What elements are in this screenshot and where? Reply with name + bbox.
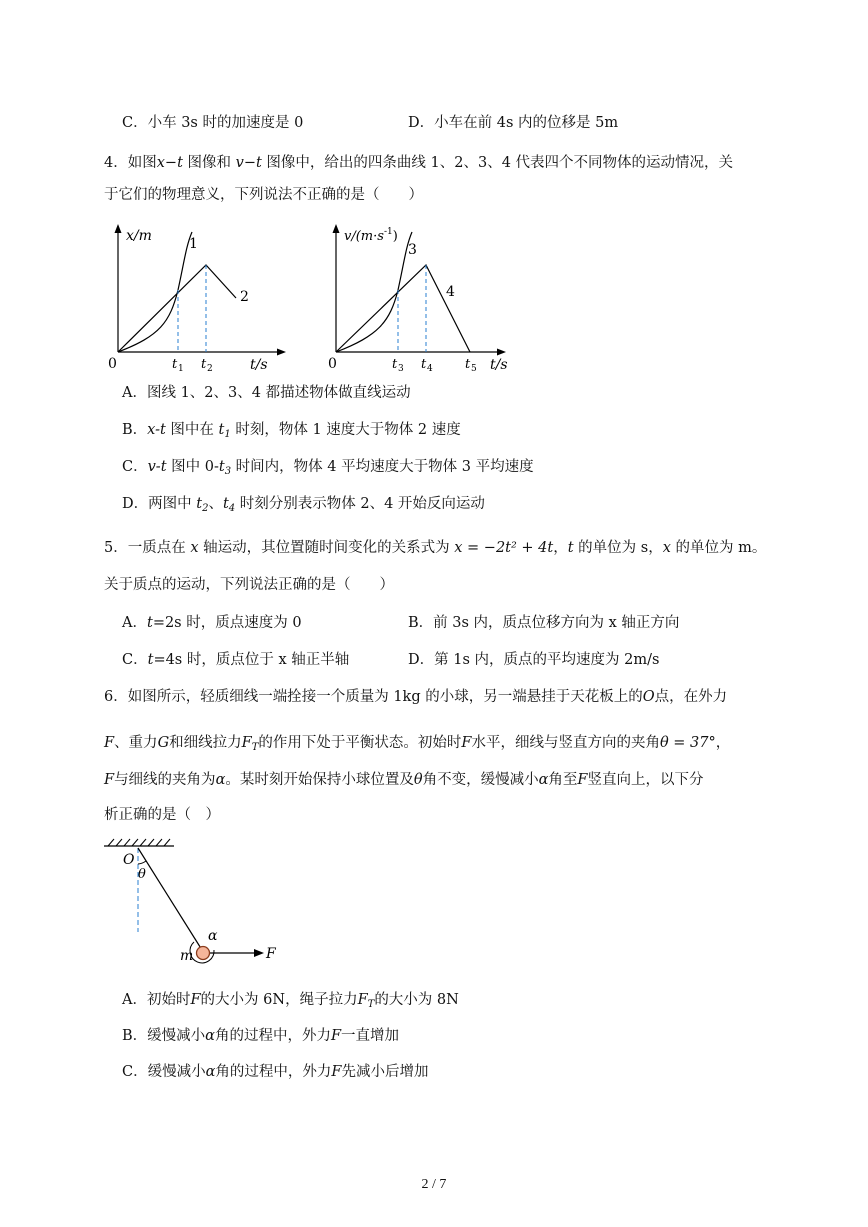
- q3-option-d: D．小车在前 4s 内的位移是 5m: [408, 115, 619, 131]
- xt-ylabel: x/m: [126, 228, 152, 244]
- q6-option-c: C．缓慢减小α角的过程中，外力F先减小后增加: [122, 1064, 429, 1080]
- svg-text:t: t: [201, 357, 207, 372]
- q4-option-a: A．图线 1、2、3、4 都描述物体做直线运动: [122, 385, 411, 401]
- svg-text:t: t: [172, 357, 178, 372]
- q5-option-d: D．第 1s 内，质点的平均速度为 2m/s: [408, 652, 660, 668]
- fig-label-theta: θ: [138, 867, 146, 882]
- svg-text:t: t: [465, 357, 471, 372]
- xt-curve-2-label: 2: [240, 289, 249, 305]
- vt-curve-3: [336, 232, 412, 352]
- q5-option-c: C．t=4s 时，质点位于 x 轴正半轴: [122, 652, 350, 668]
- xt-curve-1: [118, 232, 192, 352]
- q6-figure: [100, 836, 300, 976]
- fig-label-m: m: [180, 948, 194, 964]
- xt-curve-1-label: 1: [189, 236, 198, 252]
- svg-text:3: 3: [398, 364, 404, 373]
- q5-option-b: B．前 3s 内，质点位移方向为 x 轴正方向: [408, 615, 680, 631]
- q4-stem-line2: 于它们的物理意义，下列说法不正确的是（ ）: [104, 187, 423, 203]
- svg-text:2: 2: [207, 364, 213, 373]
- xt-origin: 0: [108, 356, 117, 372]
- ball: [197, 947, 210, 960]
- q6-option-b: B．缓慢减小α角的过程中，外力F一直增加: [122, 1028, 400, 1044]
- vt-origin: 0: [328, 356, 337, 372]
- q5-stem-line2: 关于质点的运动，下列说法正确的是（ ）: [104, 577, 394, 593]
- string: [138, 848, 202, 950]
- svg-text:t: t: [421, 357, 427, 372]
- vt-curve-3-label: 3: [408, 242, 417, 258]
- xt-xlabel: t/s: [250, 357, 268, 373]
- q4-option-b: B．x-t 图中在 $t_1$ 时刻，物体 1 速度大于物体 2 速度: [122, 422, 461, 440]
- q5-stem-line1: 5．一质点在 x 轴运动，其位置随时间变化的关系式为 x = −2t² + 4t，t 的单位为 s，x 的单位为 m。: [104, 540, 767, 556]
- q6-option-a: A．初始时F的大小为 6N，绳子拉力$F_T$的大小为 8N: [122, 992, 459, 1010]
- fig-label-alpha: α: [208, 928, 218, 944]
- vt-xlabel: t/s: [490, 357, 508, 373]
- xt-curve-2: [118, 265, 236, 352]
- xt-graph: [100, 218, 290, 373]
- q5-formula: x = −2t² + 4t: [454, 540, 554, 556]
- page-number: 2 / 7: [421, 1177, 447, 1192]
- q6-stem-line3: F与细线的夹角为α。某时刻开始保持小球位置及θ角不变，缓慢减小α角至F竖直向上，以下分: [104, 772, 704, 788]
- fig-label-f: F: [266, 946, 276, 962]
- q6-stem-line2: F、重力G和细线拉力$F_T$的作用下处于平衡状态。初始时F水平，细线与竖直方向的夹角θ = 37°，: [104, 735, 731, 753]
- q4-option-c: C．v-t 图中 $0-t_3$ 时间内，物体 4 平均速度大于物体 3 平均速度: [122, 459, 534, 477]
- q6-stem-line4: 析正确的是（ ）: [104, 807, 220, 823]
- svg-text:5: 5: [471, 364, 477, 373]
- svg-text:1: 1: [178, 364, 184, 373]
- q6-stem-line1: 6．如图所示，轻质细线一端拴接一个质量为 1kg 的小球，另一端悬挂于天花板上的O点，在外力: [104, 689, 728, 705]
- q4-stem-line1: 4．如图x−t 图像和 v−t 图像中，给出的四条曲线 1、2、3、4 代表四个不同物体的运动情况，关: [104, 155, 734, 171]
- vt-graph: [318, 218, 528, 373]
- svg-text:4: 4: [427, 364, 433, 373]
- fig-label-o: O: [123, 852, 135, 868]
- vt-curve-4: [336, 265, 470, 352]
- vt-ylabel: $v/(m\cdot s^{-1})$: [344, 227, 398, 244]
- q3-option-c: C．小车 3s 时的加速度是 0: [122, 115, 304, 131]
- q4-option-d: D．两图中 $t_2$、$t_4$ 时刻分别表示物体 2、4 开始反向运动: [122, 496, 485, 514]
- vt-curve-4-label: 4: [446, 284, 455, 300]
- q5-option-a: A．t=2s 时，质点速度为 0: [122, 615, 302, 631]
- svg-text:t: t: [392, 357, 398, 372]
